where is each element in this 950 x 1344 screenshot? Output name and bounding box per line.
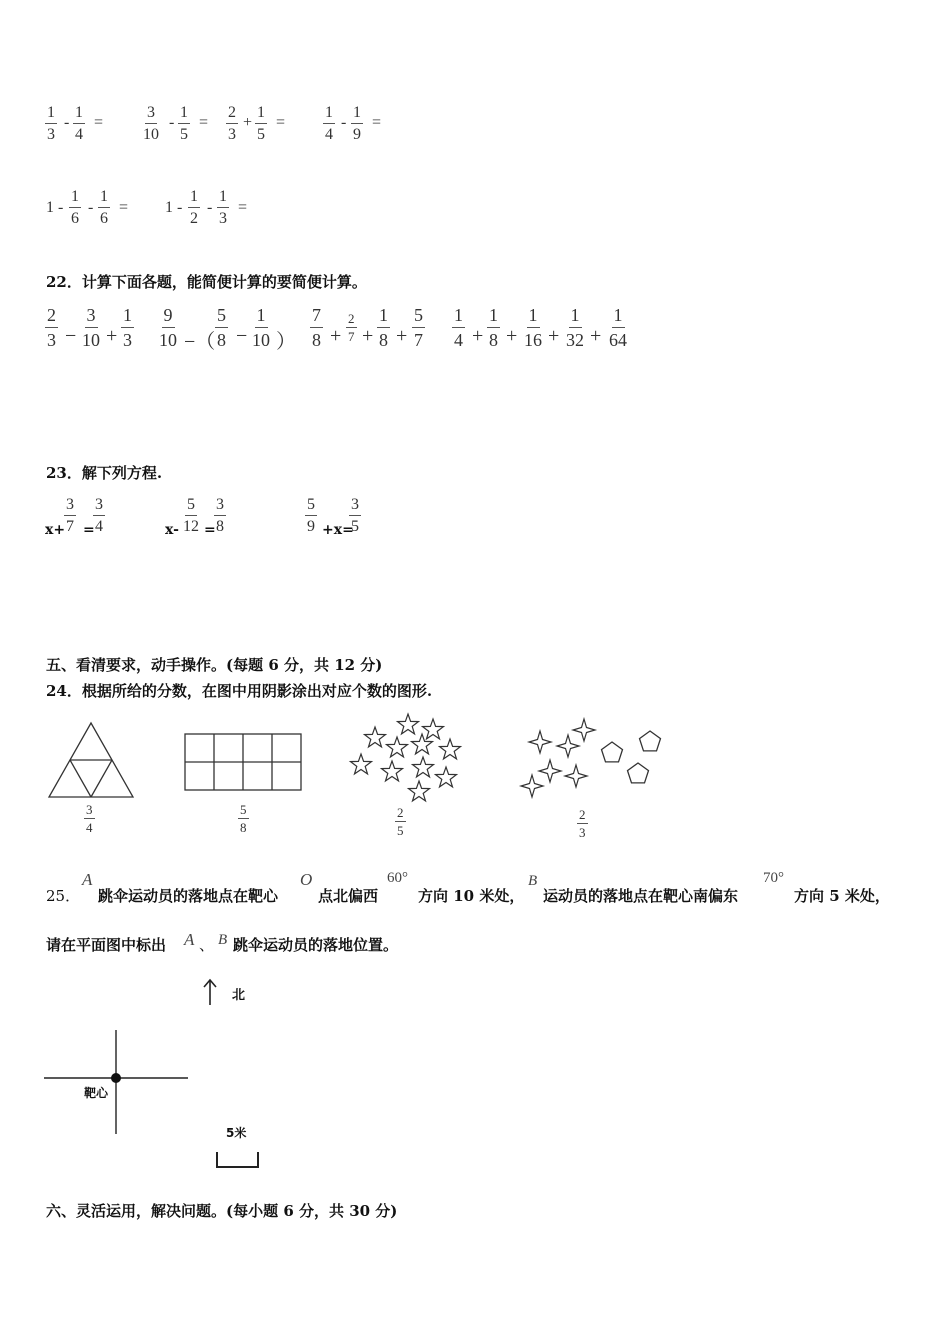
angle-value: 60°: [387, 870, 408, 886]
equals: =: [204, 522, 216, 538]
fraction: $\frac{1}{4}$: [325, 104, 333, 143]
question-text: 方向 5 米处，: [794, 887, 890, 905]
fraction: $\frac{1}{32}$: [566, 305, 584, 350]
operator: +: [362, 325, 374, 347]
scale-label: 5米: [226, 1126, 247, 1140]
fraction: $\frac{5}{9}$: [307, 496, 315, 535]
north-arrow-icon: [202, 978, 218, 1006]
operator: −: [65, 325, 77, 347]
fraction: $\frac{1}{5}$: [180, 104, 188, 143]
fraction: $\frac{1}{3}$: [47, 104, 55, 143]
fraction: $\frac{1}{3}$: [219, 188, 227, 227]
operator: +: [548, 325, 560, 347]
fraction: $\frac{3}{5}$: [351, 496, 359, 535]
q24-title: 24．根据所给的分数，在图中用阴影涂出对应个数的图形.: [46, 682, 433, 700]
point-label-b: B: [218, 932, 228, 948]
fraction: $\frac{2}{3}$: [228, 104, 236, 143]
operator: +: [506, 325, 518, 347]
operator: +: [243, 114, 253, 131]
fraction: $\frac{2}{5}$: [397, 805, 404, 838]
variable-term: x+: [45, 522, 66, 538]
question-number: 25．: [46, 887, 81, 905]
equals: =: [83, 522, 95, 538]
operator: +: [396, 325, 408, 347]
fraction: $\frac{2}{7}$: [348, 311, 355, 344]
point-label-a: A: [82, 870, 93, 889]
operator: -: [341, 114, 347, 131]
stars-figure: [345, 710, 467, 802]
question-text: 跳伞运动员的落地点在靶心: [98, 887, 279, 905]
mixed-shapes-figure: [518, 712, 668, 804]
fraction: $\frac{3}{10}$: [143, 104, 159, 143]
question-text: 方向 10 米处，: [418, 887, 525, 905]
point-label-a: A: [184, 930, 195, 949]
operator: -: [64, 114, 70, 131]
operator: +: [330, 325, 342, 347]
variable-term: +x=: [322, 522, 354, 538]
point-label-b: B: [528, 873, 538, 889]
fraction: $\frac{1}{4}$: [454, 305, 463, 350]
operator: −（: [184, 331, 216, 353]
fraction: $\frac{1}{2}$: [190, 188, 198, 227]
fraction: $\frac{3}{8}$: [216, 496, 224, 535]
separator: 、: [199, 936, 215, 954]
question-text: 运动员的落地点在靶心南偏东: [543, 887, 739, 905]
question-text: 跳伞运动员的落地位置。: [233, 936, 399, 954]
operator: +: [472, 325, 484, 347]
fraction: $\frac{2}{3}$: [47, 305, 56, 350]
operator: +: [590, 325, 602, 347]
angle-value: 70°: [763, 870, 784, 886]
operator: -: [169, 114, 175, 131]
lead-term: 1 -: [165, 199, 183, 216]
fraction: $\frac{7}{8}$: [312, 305, 321, 350]
fraction: $\frac{3}{4}$: [95, 496, 103, 535]
north-label: 北: [232, 988, 246, 1003]
fraction: $\frac{1}{16}$: [524, 305, 542, 350]
fraction: $\frac{9}{10}$: [159, 305, 177, 350]
operator: -: [207, 199, 213, 216]
fraction: $\frac{1}{4}$: [75, 104, 83, 143]
fraction: $\frac{1}{9}$: [353, 104, 361, 143]
operator: ）: [276, 331, 296, 353]
q22-title: 22．计算下面各题，能简便计算的要简便计算。: [46, 273, 367, 291]
equals: =: [372, 114, 382, 131]
target-center-label: 靶心: [84, 1086, 109, 1100]
triangle-figure: [48, 722, 134, 798]
equals: =: [199, 114, 209, 131]
fraction: $\frac{1}{6}$: [100, 188, 108, 227]
fraction: $\frac{1}{64}$: [609, 305, 627, 350]
fraction: $\frac{1}{8}$: [489, 305, 498, 350]
fraction: $\frac{1}{10}$: [252, 305, 270, 350]
fraction: $\frac{2}{3}$: [579, 807, 586, 840]
operator: −: [236, 325, 248, 347]
fraction: $\frac{1}{6}$: [71, 188, 79, 227]
fraction: $\frac{5}{7}$: [414, 305, 423, 350]
variable-term: x-: [165, 522, 179, 538]
section6-title: 六、灵活运用，解决问题。(每小题 6 分，共 30 分): [46, 1202, 398, 1220]
equals: =: [238, 199, 248, 216]
q23-title: 23．解下列方程.: [46, 464, 163, 482]
fraction: $\frac{1}{5}$: [257, 104, 265, 143]
fraction: $\frac{5}{8}$: [217, 305, 226, 350]
question-text: 请在平面图中标出: [46, 936, 167, 954]
point-label-o: O: [300, 870, 313, 889]
equals: =: [119, 199, 129, 216]
operator: -: [88, 199, 94, 216]
section5-title: 五、看清要求，动手操作。(每题 6 分，共 12 分): [46, 656, 383, 674]
fraction: $\frac{5}{8}$: [240, 802, 247, 835]
rectangle-figure: [184, 733, 302, 791]
fraction: $\frac{3}{7}$: [66, 496, 74, 535]
scale-bar: [215, 1150, 261, 1170]
question-text: 点北偏西: [318, 887, 379, 905]
fraction: $\frac{1}{8}$: [379, 305, 388, 350]
fraction: $\frac{3}{10}$: [82, 305, 100, 350]
equals: =: [276, 114, 286, 131]
fraction: $\frac{3}{4}$: [86, 802, 93, 835]
lead-term: 1 -: [46, 199, 64, 216]
target-crosshair: [44, 1030, 190, 1136]
fraction: $\frac{1}{3}$: [123, 305, 132, 350]
fraction: $\frac{5}{12}$: [183, 496, 199, 535]
operator: +: [106, 325, 118, 347]
equals: =: [94, 114, 104, 131]
